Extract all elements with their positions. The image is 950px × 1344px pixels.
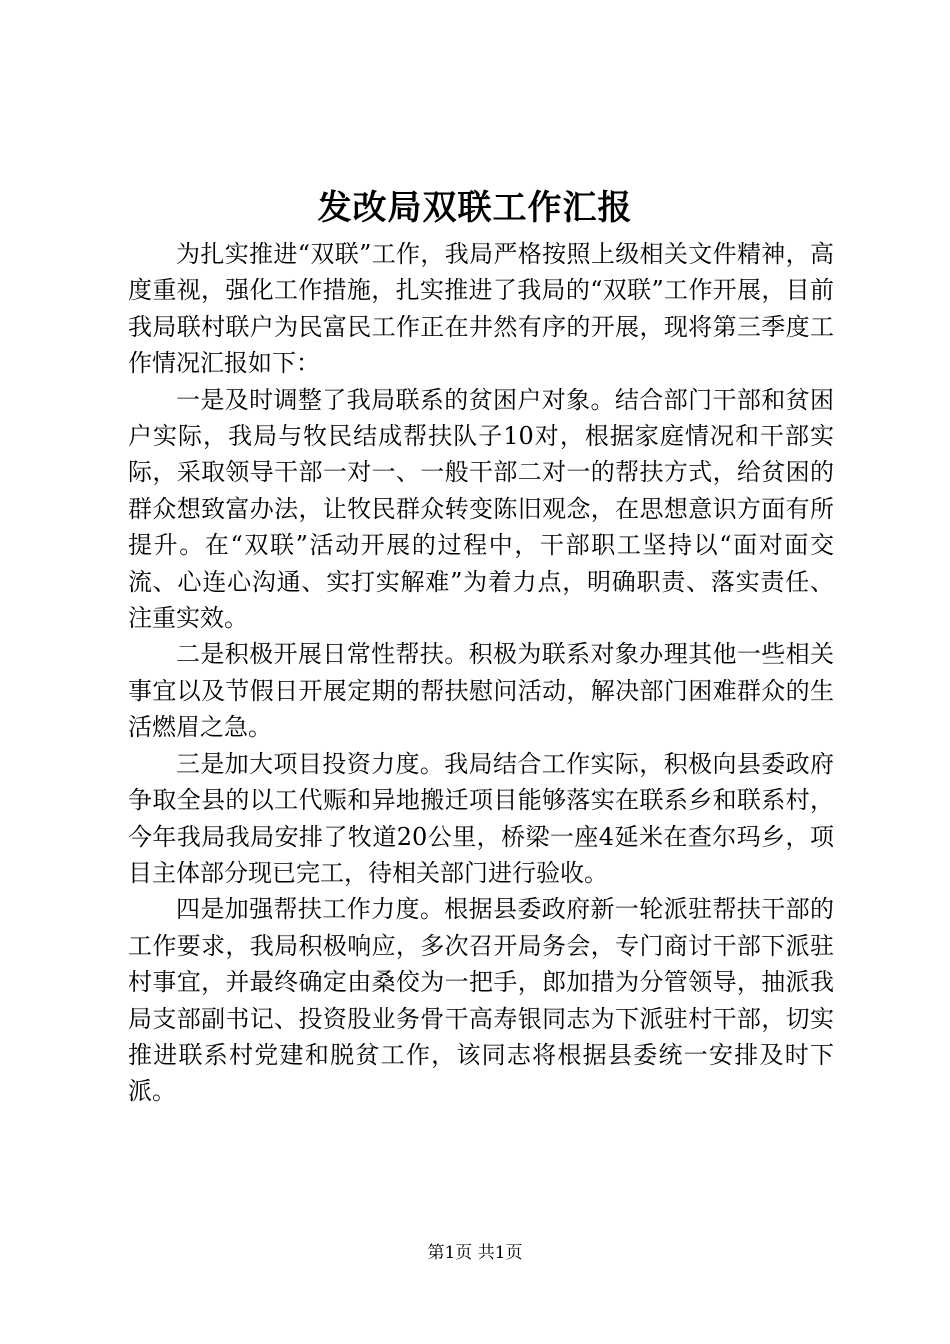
page-footer: 第1页 共1页 [427,1243,523,1263]
paragraph-item-4: 四是加强帮扶工作力度。根据县委政府新一轮派驻帮扶干部的工作要求，我局积极响应，多次召开局务会，专门商讨干部下派驻村事宜，并最终确定由桑佼为一把手，郎加措为分管领导，抽派我局支部副书记、投资股业务骨干高寿银同志为下派驻村干部，切实推进联系村党建和脱贫工作，该同志将根据县委统一安排及时下派。 [128,895,834,1106]
paragraph-item-3: 三是加大项目投资力度。我局结合工作实际，积极向县委政府争取全县的以工代赈和异地搬迁项目能够落实在联系乡和联系村，今年我局我局安排了牧道20公里，桥梁一座4延米在查尔玛乡，项目主体部分现已完工，待相关部门进行验收。 [128,749,834,887]
document-title: 发改局双联工作汇报 [317,188,633,228]
paragraph-item-1: 一是及时调整了我局联系的贫困户对象。结合部门干部和贫困户实际，我局与牧民结成帮扶队子10对，根据家庭情况和干部实际，采取领导干部一对一、一般干部二对一的帮扶方式，给贫困的群众想致富办法，让牧民群众转变陈旧观念，在思想意识方面有所提升。在“双联”活动开展的过程中，干部职工坚持以“面对面交流、心连心沟通、实打实解难”为着力点，明确职责、落实责任、注重实效。 [128,385,834,633]
paragraph-intro: 为扎实推进“双联”工作，我局严格按照上级相关文件精神，高度重视，强化工作措施，扎实推进了我局的“双联”工作开展，目前我局联村联户为民富民工作正在井然有序的开展，现将第三季度工作情况汇报如下： [128,240,834,378]
paragraph-item-2: 二是积极开展日常性帮扶。积极为联系对象办理其他一些相关事宜以及节假日开展定期的帮扶慰问活动，解决部门困难群众的生活燃眉之急。 [128,640,834,742]
document-body [128,236,834,1110]
